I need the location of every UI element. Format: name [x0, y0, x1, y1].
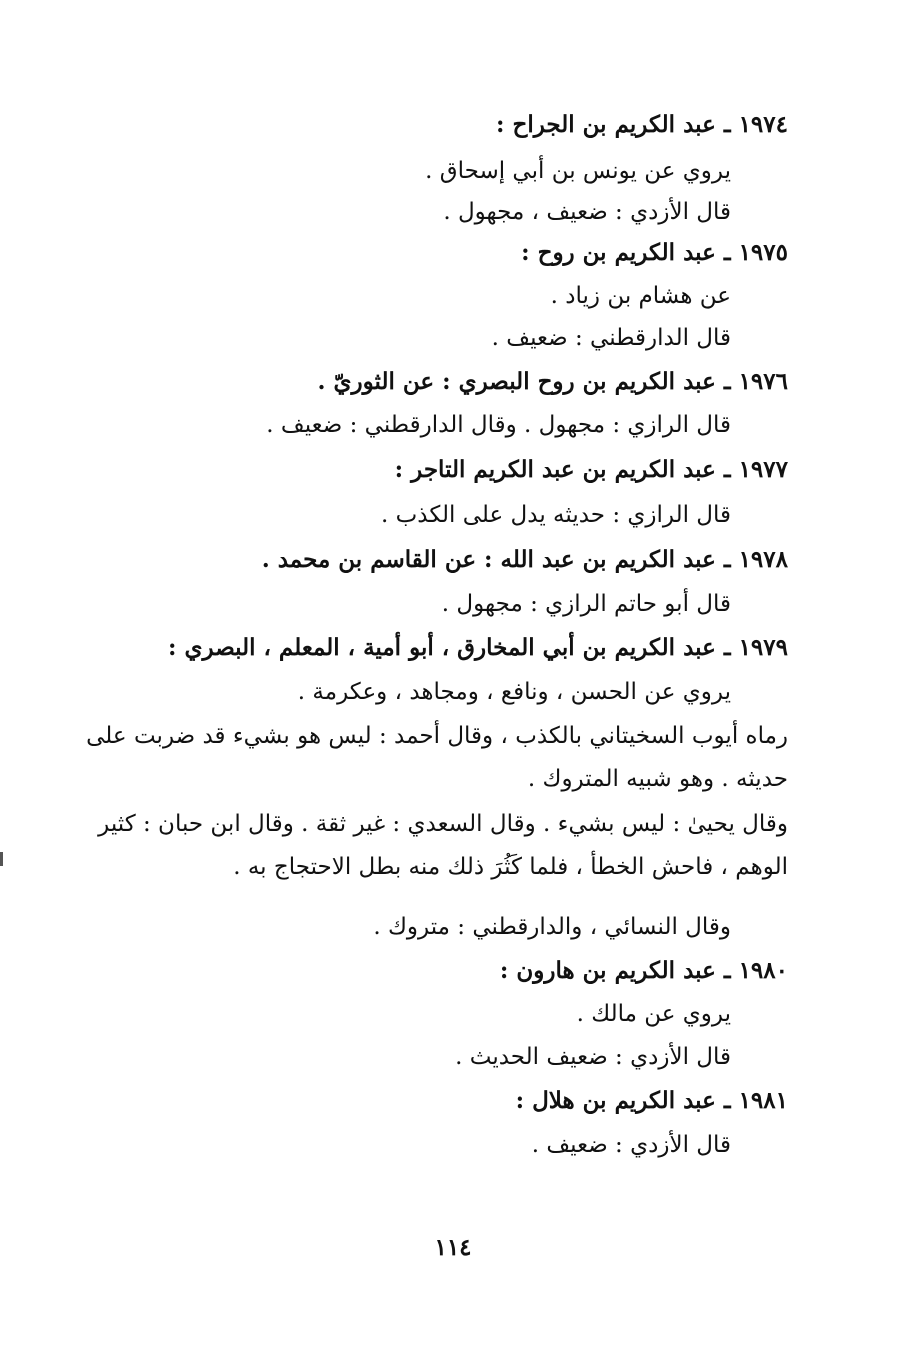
entry-1981-verdict: قال الأزدي : ضعيف .	[531, 1132, 731, 1158]
entry-1975-heading: ١٩٧٥ ـ عبد الكريم بن روح :	[521, 239, 788, 266]
entry-1978-heading: ١٩٧٨ ـ عبد الكريم بن عبد الله : عن القاسم بن محمد .	[261, 546, 788, 573]
entry-1979-verdict: وقال النسائي ، والدارقطني : متروك .	[373, 914, 731, 940]
entry-1975-verdict: قال الدارقطني : ضعيف .	[491, 325, 731, 351]
margin-mark	[0, 852, 3, 866]
entry-1978-verdict: قال أبو حاتم الرازي : مجهول .	[441, 591, 731, 617]
entry-1981-heading: ١٩٨١ ـ عبد الكريم بن هلال :	[515, 1087, 788, 1114]
entry-1979-heading: ١٩٧٩ ـ عبد الكريم بن أبي المخارق ، أبو أمية ، المعلم ، البصري :	[168, 634, 788, 661]
page-number: ١١٤	[434, 1234, 472, 1261]
entry-1979-comment-1: رماه أيوب السخيتاني بالكذب ، وقال أحمد : ليس هو بشيء قد ضربت على	[86, 723, 788, 749]
entry-1979-comment-2-cont: الوهم ، فاحش الخطأ ، فلما كَثُرَ ذلك منه بطل الاحتجاج به .	[233, 854, 788, 880]
entry-1976-heading: ١٩٧٦ ـ عبد الكريم بن روح البصري : عن الثوريّ .	[317, 368, 788, 395]
entry-1979-comment-1-cont: حديثه . وهو شبيه المتروك .	[527, 766, 788, 792]
entry-1974-verdict: قال الأزدي : ضعيف ، مجهول .	[443, 199, 731, 225]
entry-1979-comment-2: وقال يحيىٰ : ليس بشيء . وقال السعدي : غير ثقة . وقال ابن حبان : كثير	[98, 811, 788, 837]
entry-1977-verdict: قال الرازي : حديثه يدل على الكذب .	[380, 502, 731, 528]
entry-1979-narration: يروي عن الحسن ، ونافع ، ومجاهد ، وعكرمة .	[297, 679, 731, 705]
entry-1980-narration: يروي عن مالك .	[576, 1001, 731, 1027]
entry-1977-heading: ١٩٧٧ ـ عبد الكريم بن عبد الكريم التاجر :	[394, 456, 788, 483]
entry-1974-heading: ١٩٧٤ ـ عبد الكريم بن الجراح :	[495, 111, 788, 138]
entry-1976-verdict: قال الرازي : مجهول . وقال الدارقطني : ضعيف .	[266, 412, 731, 438]
entry-1974-narration: يروي عن يونس بن أبي إسحاق .	[425, 158, 731, 184]
entry-1980-verdict: قال الأزدي : ضعيف الحديث .	[455, 1044, 731, 1070]
entry-1975-narration: عن هشام بن زياد .	[550, 283, 731, 309]
entry-1980-heading: ١٩٨٠ ـ عبد الكريم بن هارون :	[499, 957, 788, 984]
